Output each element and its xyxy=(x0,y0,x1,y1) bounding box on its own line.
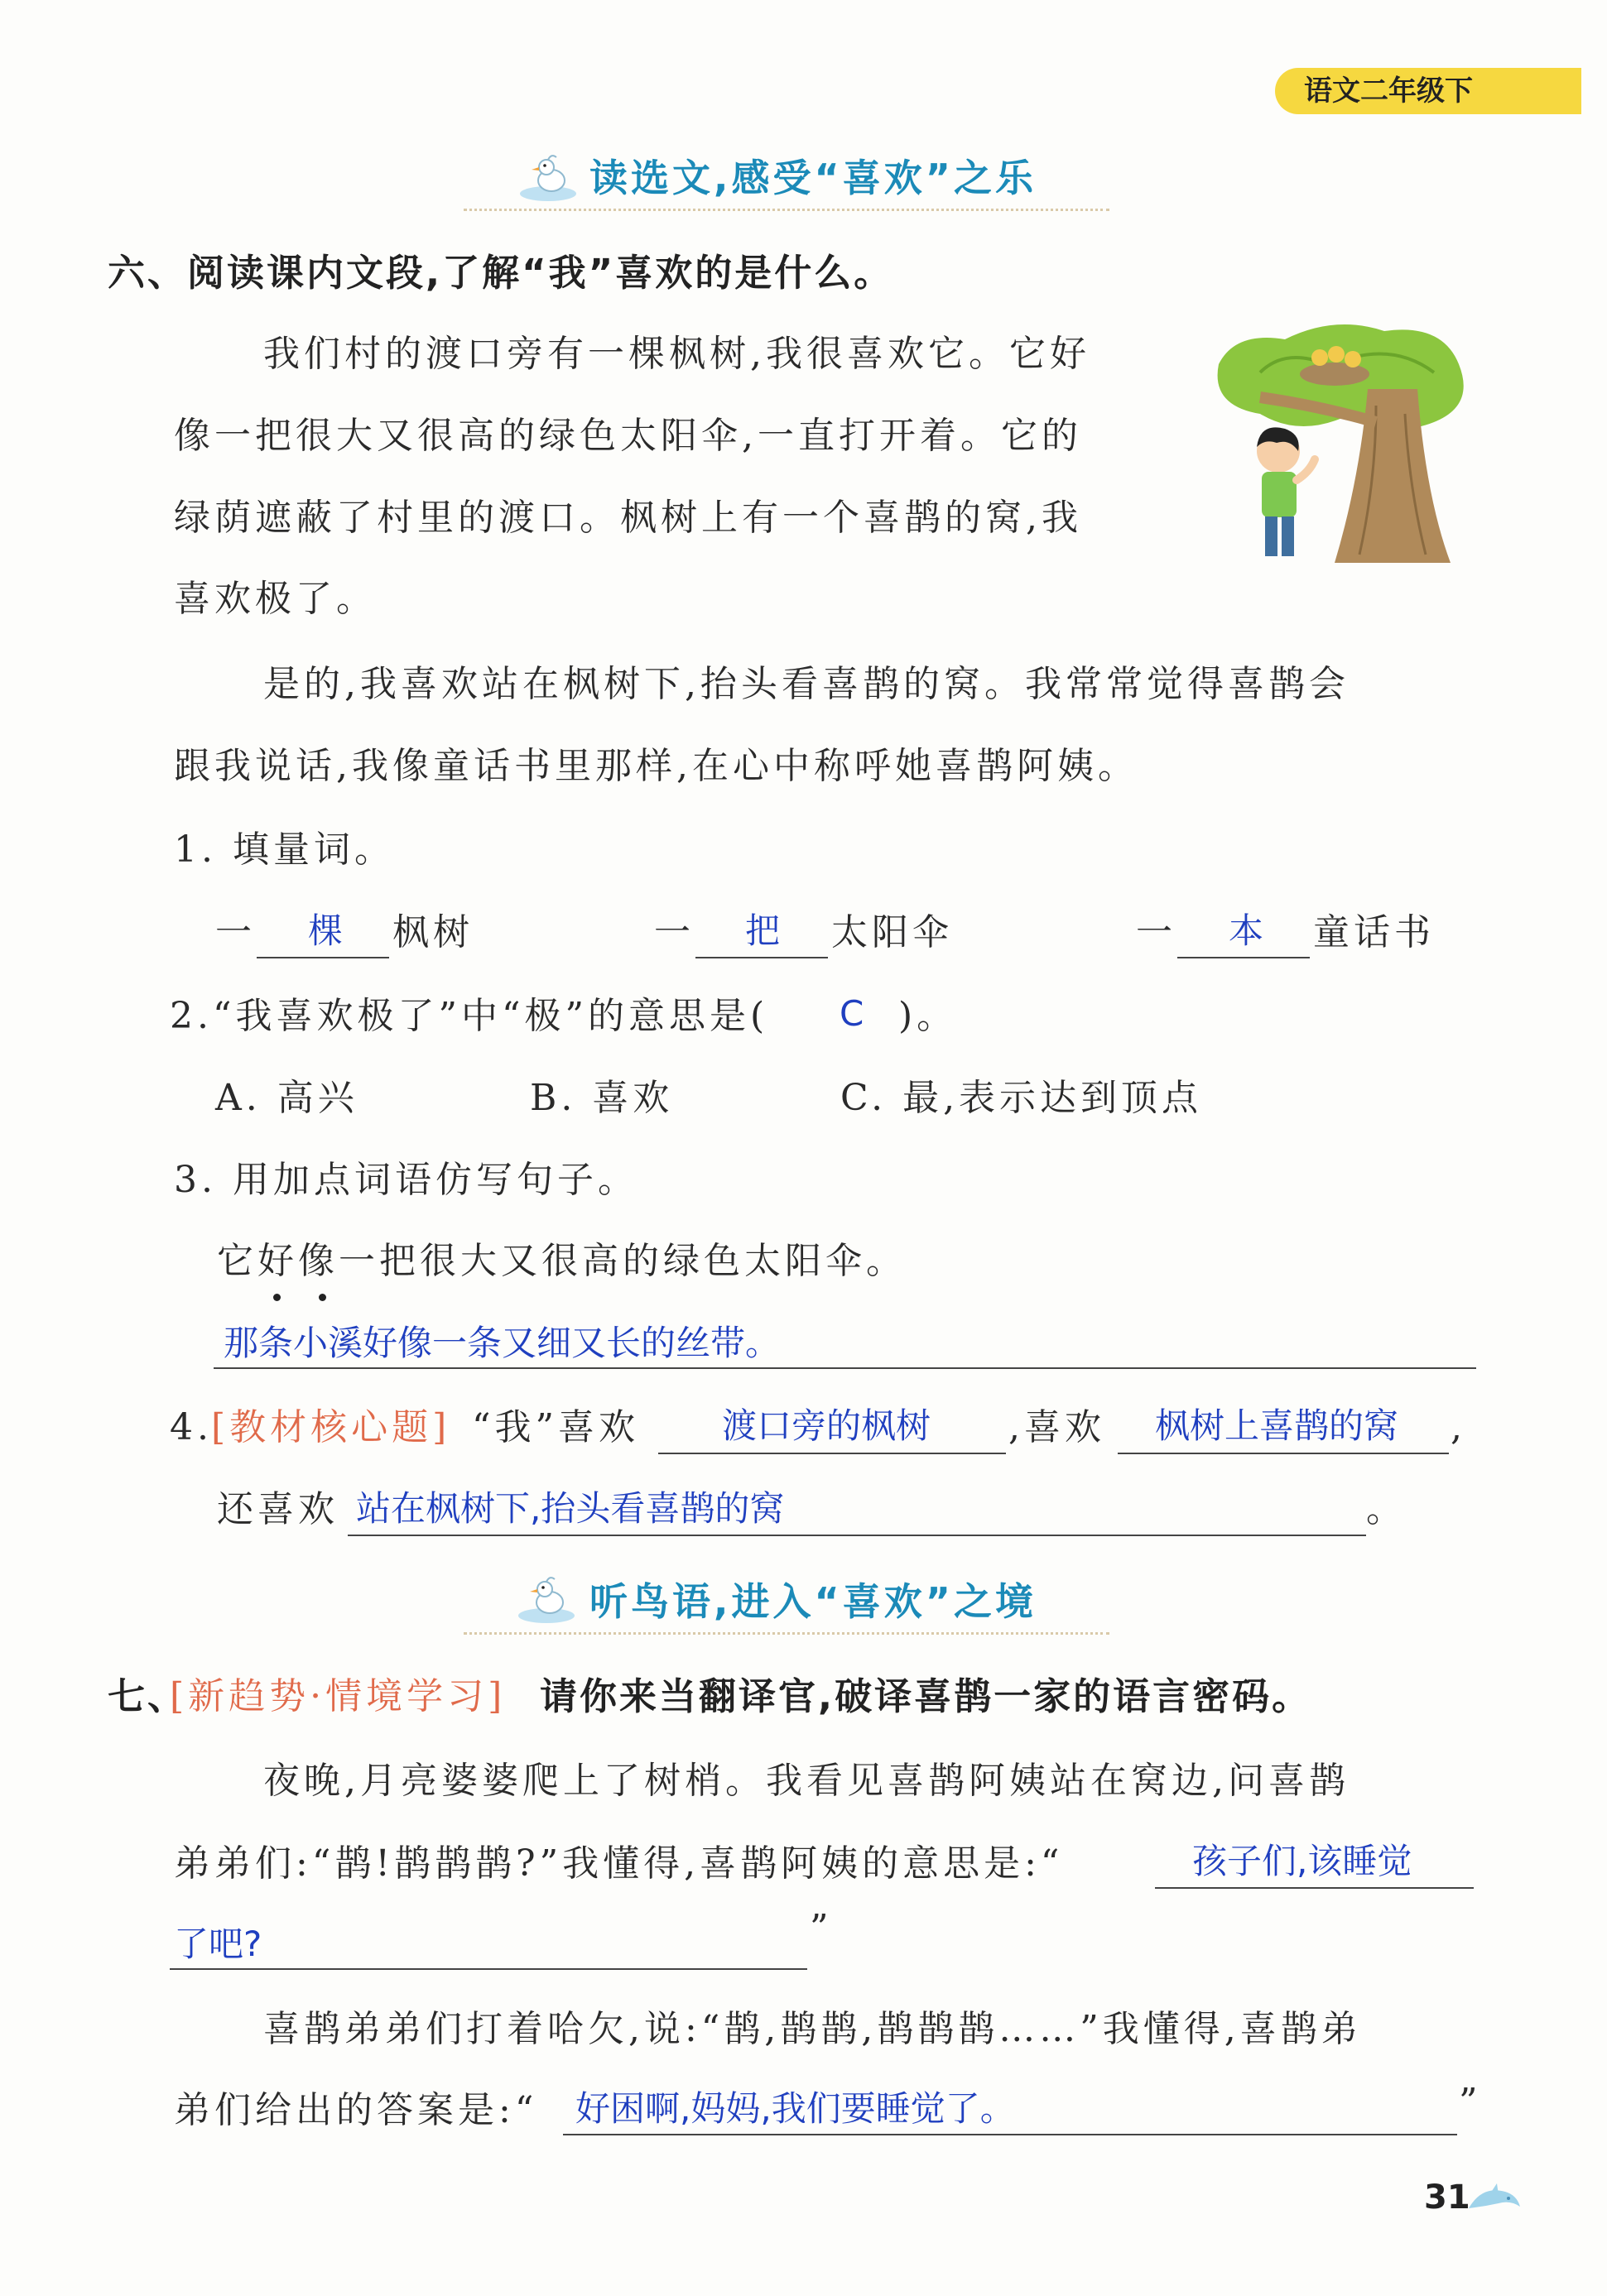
sub1-item3-suffix: 童话书 xyxy=(1313,911,1435,953)
section-1-underline xyxy=(464,209,1109,211)
sub2-option-a[interactable]: A. 高兴 xyxy=(215,1077,358,1119)
sub1-item2-prefix: 一 xyxy=(654,911,695,953)
sub2-label: 2.“我喜欢极了”中“极”的意思是( xyxy=(170,995,769,1037)
sub1-item3-blank[interactable] xyxy=(1177,957,1310,958)
sub1-item3-answer: 本 xyxy=(1229,910,1264,951)
sub4-answer2: 枫树上喜鹊的窝 xyxy=(1155,1405,1399,1446)
sub4-text3: , xyxy=(1451,1406,1466,1448)
sub4-num: 4. xyxy=(170,1406,213,1448)
bird-icon xyxy=(515,151,581,209)
page-number: 31 xyxy=(1424,2178,1470,2217)
q6-para1-line3: 绿荫遮蔽了村里的渡口。枫树上有一个喜鹊的窝,我 xyxy=(174,497,1082,539)
section-1-title: 读选文,感受“喜欢”之乐 xyxy=(589,156,1037,200)
q7-answer1-part2: 了吧? xyxy=(174,1924,262,1964)
emphasis-dot xyxy=(273,1294,281,1301)
q7-close-quote-2: ” xyxy=(1459,2081,1482,2123)
sub4-answer3: 站在枫树下,抬头看喜鹊的窝 xyxy=(356,1488,785,1529)
q7-para2-line2: 弟们给出的答案是:“ xyxy=(174,2089,538,2131)
sub4-text1: “我”喜欢 xyxy=(472,1406,639,1448)
q7-answer2: 好困啊,妈妈,我们要睡觉了。 xyxy=(575,2088,1015,2129)
sub4-text4: 还喜欢 xyxy=(217,1488,339,1530)
sub3-sentence: 它好像一把很大又很高的绿色太阳伞。 xyxy=(217,1240,907,1282)
sub2-option-b[interactable]: B. 喜欢 xyxy=(530,1077,674,1119)
q7-answer1-line-a[interactable] xyxy=(1155,1887,1474,1889)
q7-close-quote-1: ” xyxy=(810,1907,833,1949)
sub1-item1-prefix: 一 xyxy=(215,911,256,953)
q7-answer1-part1: 孩子们,该睡觉 xyxy=(1192,1841,1412,1881)
sub1-item1-answer: 棵 xyxy=(308,910,344,951)
dolphin-icon xyxy=(1465,2178,1523,2220)
sub1-item2-blank[interactable] xyxy=(695,957,828,958)
bird-icon xyxy=(513,1573,580,1631)
q7-answer2-line[interactable] xyxy=(563,2134,1457,2135)
emphasis-dot xyxy=(319,1294,326,1301)
sub3-answer-line[interactable] xyxy=(214,1367,1476,1369)
q7-para2-line1: 喜鹊弟弟们打着哈欠,说:“鹊,鹊鹊,鹊鹊鹊……”我懂得,喜鹊弟 xyxy=(263,2008,1362,2050)
sub1-item2-answer: 把 xyxy=(745,910,781,951)
q7-para1-line1: 夜晚,月亮婆婆爬上了树梢。我看见喜鹊阿姨站在窝边,问喜鹊 xyxy=(263,1760,1350,1802)
q7-answer1-line-b[interactable] xyxy=(170,1968,807,1970)
q6-para2-line2: 跟我说话,我像童话书里那样,在心中称呼她喜鹊阿姨。 xyxy=(174,745,1138,787)
q7-tag: [新趋势·情境学习] xyxy=(170,1675,507,1717)
q6-para1-line2: 像一把很大又很高的绿色太阳伞,一直打开着。它的 xyxy=(174,415,1082,457)
q7-para1-line2: 弟弟们:“鹊!鹊鹊鹊?”我懂得,喜鹊阿姨的意思是:“ xyxy=(174,1842,1064,1885)
sub1-label: 1. 填量词。 xyxy=(174,829,395,871)
sub4-blank3[interactable] xyxy=(348,1535,1366,1536)
sub4-blank2[interactable] xyxy=(1118,1453,1449,1454)
sub4-text2: ,喜欢 xyxy=(1008,1406,1105,1448)
q6-para2-line1: 是的,我喜欢站在枫树下,抬头看喜鹊的窝。我常常觉得喜鹊会 xyxy=(263,663,1350,705)
sub2-answer: C xyxy=(840,993,864,1034)
q6-title: 六、阅读课内文段,了解“我”喜欢的是什么。 xyxy=(108,251,894,295)
sub4-tag: [教材核心题] xyxy=(211,1406,451,1448)
sub1-item1-blank[interactable] xyxy=(257,957,389,958)
sub1-item1-suffix: 枫树 xyxy=(392,911,474,953)
sub3-answer: 那条小溪好像一条又细又长的丝带。 xyxy=(224,1323,781,1363)
sub1-item3-prefix: 一 xyxy=(1136,911,1176,953)
sub2-label-close: )。 xyxy=(898,995,958,1037)
q6-para1-line4: 喜欢极了。 xyxy=(174,578,377,620)
sub4-answer1: 渡口旁的枫树 xyxy=(722,1405,931,1446)
q6-para1-line1: 我们村的渡口旁有一棵枫树,我很喜欢它。它好 xyxy=(263,333,1090,375)
header-badge-text: 语文二年级下 xyxy=(1304,74,1473,108)
sub3-label: 3. 用加点词语仿写句子。 xyxy=(174,1159,638,1201)
tree-boy-illustration xyxy=(1210,315,1475,579)
sub4-text5: 。 xyxy=(1366,1488,1407,1530)
sub2-option-c[interactable]: C. 最,表示达到顶点 xyxy=(840,1077,1203,1119)
section-2-underline xyxy=(464,1632,1109,1635)
sub1-item2-suffix: 太阳伞 xyxy=(831,911,953,953)
sub4-blank1[interactable] xyxy=(658,1453,1006,1454)
q7-num: 七、 xyxy=(108,1674,188,1718)
section-2-title: 听鸟语,进入“喜欢”之境 xyxy=(589,1579,1037,1624)
q7-title: 请你来当翻译官,破译喜鹊一家的语言密码。 xyxy=(540,1674,1312,1718)
